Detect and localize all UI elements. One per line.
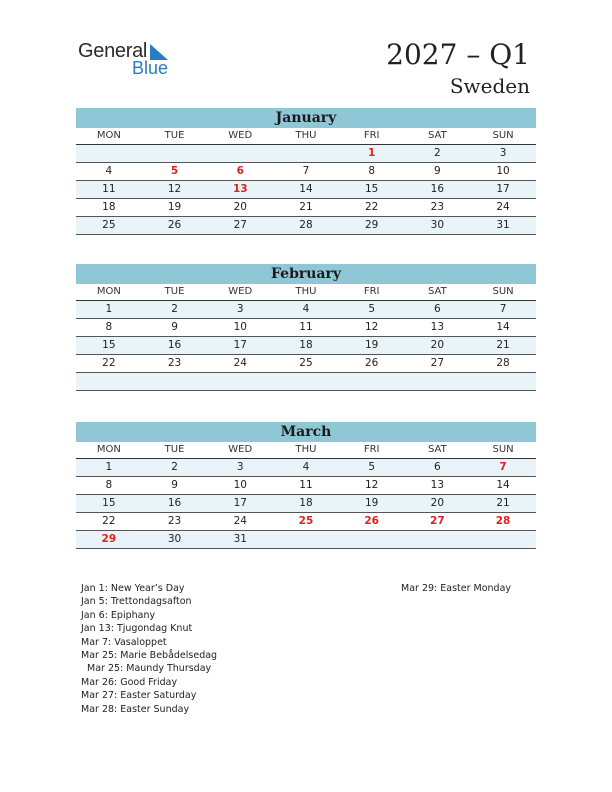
week-row: [76, 301, 536, 319]
day-cell: 15: [102, 339, 116, 351]
logo-text-blue: Blue: [132, 58, 169, 78]
weekday-header-row: [76, 442, 536, 459]
day-cell: 25: [299, 357, 313, 369]
day-cell: 26: [167, 219, 182, 231]
weekday-label: SUN: [492, 286, 514, 297]
day-cell: 6: [434, 303, 441, 315]
day-cell: 22: [364, 201, 379, 213]
holiday-list: [81, 582, 217, 716]
day-cell: 1: [368, 147, 376, 159]
month-january: [76, 108, 536, 235]
page-title: 2027 – Q1: [386, 38, 530, 71]
country-name: Sweden: [449, 74, 530, 98]
day-cell: 29: [364, 219, 379, 231]
day-cell: 21: [496, 497, 510, 509]
day-cell: 12: [364, 321, 379, 333]
day-cell: 5: [368, 461, 375, 473]
month-march: [76, 422, 536, 549]
week-row: [76, 181, 536, 199]
holiday-note: Mar 27: Easter Saturday: [81, 690, 197, 702]
day-cell: 4: [105, 165, 113, 177]
day-cell: 23: [430, 201, 445, 213]
day-cell: 21: [496, 339, 510, 351]
day-cell: 6: [434, 461, 441, 473]
day-cell: 5: [368, 303, 375, 315]
day-cell: 8: [368, 165, 375, 177]
day-cell: 31: [496, 219, 510, 231]
day-cell: 8: [105, 479, 113, 491]
holiday-note: Mar 25: Marie Bebådelsedag: [81, 650, 218, 662]
day-cell: 24: [233, 515, 247, 527]
weekday-label: WED: [228, 444, 253, 455]
day-cell: 9: [171, 479, 178, 491]
day-cell: 20: [430, 497, 445, 509]
day-cell: 2: [171, 303, 178, 315]
day-cell: 4: [302, 461, 310, 473]
holiday-note: Mar 28: Easter Sunday: [81, 703, 190, 715]
day-cell: 1: [105, 303, 113, 315]
day-cell: 7: [499, 461, 507, 473]
day-cell: 17: [496, 183, 510, 195]
day-cell: 3: [236, 303, 244, 315]
day-cell: 19: [167, 201, 182, 213]
week-row: [76, 459, 536, 477]
weekday-label: THU: [295, 130, 317, 141]
day-cell: 16: [167, 339, 182, 351]
day-cell: 21: [299, 201, 313, 213]
day-cell: 24: [496, 201, 510, 213]
month-header: March: [76, 422, 536, 442]
day-cell: 11: [102, 183, 116, 195]
holiday-note: Jan 13: Tjugondag Knut: [81, 623, 193, 635]
week-row: [76, 531, 536, 549]
day-cell: [470, 373, 536, 390]
holiday-note: Mar 26: Good Friday: [81, 676, 178, 688]
weekday-label: TUE: [164, 286, 185, 297]
day-cell: 18: [299, 497, 313, 509]
day-cell: 15: [364, 183, 379, 195]
day-cell: 28: [495, 515, 511, 527]
day-cell: 14: [496, 479, 510, 491]
weekday-label: SUN: [492, 444, 514, 455]
day-cell: [76, 373, 142, 390]
day-cell: 17: [233, 339, 247, 351]
day-cell: 14: [299, 183, 313, 195]
day-cell: 18: [102, 201, 116, 213]
day-cell: [273, 531, 339, 548]
day-cell: 29: [101, 533, 117, 545]
day-cell: 7: [302, 165, 310, 177]
day-cell: [76, 145, 142, 162]
weekday-label: MON: [96, 444, 121, 455]
holiday-note: Jan 5: Trettondagsafton: [81, 596, 192, 608]
week-row: [76, 145, 536, 163]
day-cell: 19: [364, 339, 379, 351]
day-cell: [207, 373, 273, 390]
day-cell: 2: [171, 461, 178, 473]
day-cell: 16: [430, 183, 445, 195]
day-cell: 3: [236, 461, 244, 473]
day-cell: 10: [233, 321, 247, 333]
week-row: [76, 319, 536, 337]
day-cell: 6: [236, 165, 244, 177]
day-cell: 20: [233, 201, 247, 213]
week-row: [76, 217, 536, 235]
month-header: February: [76, 264, 536, 284]
day-cell: 28: [496, 357, 510, 369]
weekday-label: SAT: [428, 444, 447, 455]
day-cell: 9: [171, 321, 178, 333]
day-cell: 11: [299, 321, 313, 333]
day-cell: 26: [364, 357, 379, 369]
weekday-label: MON: [96, 130, 121, 141]
week-row: [76, 495, 536, 513]
weekday-label: SAT: [428, 130, 447, 141]
weekday-label: TUE: [164, 444, 185, 455]
day-cell: 14: [496, 321, 510, 333]
weekday-label: THU: [295, 444, 317, 455]
weekday-label: FRI: [363, 130, 380, 141]
day-cell: 24: [233, 357, 247, 369]
day-cell: [142, 373, 208, 390]
day-cell: 10: [496, 165, 510, 177]
day-cell: 25: [102, 219, 116, 231]
holiday-note: Jan 1: New Year’s Day: [81, 583, 185, 594]
month-february: [76, 264, 536, 391]
day-cell: 23: [167, 515, 182, 527]
day-cell: 30: [167, 533, 182, 545]
day-cell: 25: [298, 515, 314, 527]
day-cell: 15: [102, 497, 116, 509]
holiday-note: Mar 7: Vasaloppet: [81, 636, 167, 648]
day-cell: 8: [105, 321, 113, 333]
holiday-list-right: [401, 582, 511, 595]
day-cell: 10: [233, 479, 247, 491]
day-cell: 2: [434, 147, 441, 159]
day-cell: 7: [499, 303, 507, 315]
weekday-label: WED: [228, 286, 253, 297]
week-row: [76, 513, 536, 531]
week-row: [76, 355, 536, 373]
holiday-note: Jan 6: Epiphany: [81, 609, 156, 621]
day-cell: 20: [430, 339, 445, 351]
day-cell: 22: [102, 515, 116, 527]
week-row: [76, 199, 536, 217]
day-cell: [470, 531, 536, 548]
day-cell: [273, 373, 339, 390]
day-cell: [142, 145, 208, 162]
day-cell: 1: [105, 461, 113, 473]
day-cell: 13: [232, 183, 248, 195]
weekday-label: FRI: [363, 286, 380, 297]
week-row: [76, 373, 536, 391]
weekday-label: MON: [96, 286, 121, 297]
weekday-label: THU: [295, 286, 317, 297]
weekday-header-row: [76, 128, 536, 145]
week-row: [76, 163, 536, 181]
day-cell: 19: [364, 497, 379, 509]
weekday-label: FRI: [363, 444, 380, 455]
holiday-note: Mar 25: Maundy Thursday: [87, 663, 212, 675]
week-row: [76, 477, 536, 495]
day-cell: 26: [364, 515, 379, 527]
weekday-label: TUE: [164, 130, 185, 141]
month-header: January: [76, 108, 536, 128]
weekday-label: WED: [228, 130, 253, 141]
day-cell: 13: [430, 479, 445, 491]
day-cell: [339, 531, 405, 548]
logo-text-general: General: [78, 40, 148, 62]
day-cell: 27: [233, 219, 247, 231]
day-cell: [405, 531, 471, 548]
holiday-note: Mar 29: Easter Monday: [401, 583, 512, 594]
weekday-label: SUN: [492, 130, 514, 141]
day-cell: [207, 145, 273, 162]
day-cell: [273, 145, 339, 162]
day-cell: 5: [170, 165, 179, 177]
day-cell: 12: [364, 479, 379, 491]
day-cell: [339, 373, 405, 390]
day-cell: 27: [430, 357, 445, 369]
day-cell: 30: [430, 219, 445, 231]
week-row: [76, 337, 536, 355]
day-cell: 18: [299, 339, 313, 351]
weekday-label: SAT: [428, 286, 447, 297]
day-cell: 17: [233, 497, 247, 509]
day-cell: 3: [499, 147, 507, 159]
day-cell: 13: [430, 321, 445, 333]
day-cell: 23: [167, 357, 182, 369]
day-cell: 31: [233, 533, 247, 545]
day-cell: [405, 373, 471, 390]
day-cell: 11: [299, 479, 313, 491]
day-cell: 28: [299, 219, 313, 231]
weekday-header-row: [76, 284, 536, 301]
day-cell: 4: [302, 303, 310, 315]
day-cell: 22: [102, 357, 116, 369]
day-cell: 27: [430, 515, 445, 527]
day-cell: 16: [167, 497, 182, 509]
day-cell: 12: [167, 183, 182, 195]
day-cell: 9: [434, 165, 441, 177]
